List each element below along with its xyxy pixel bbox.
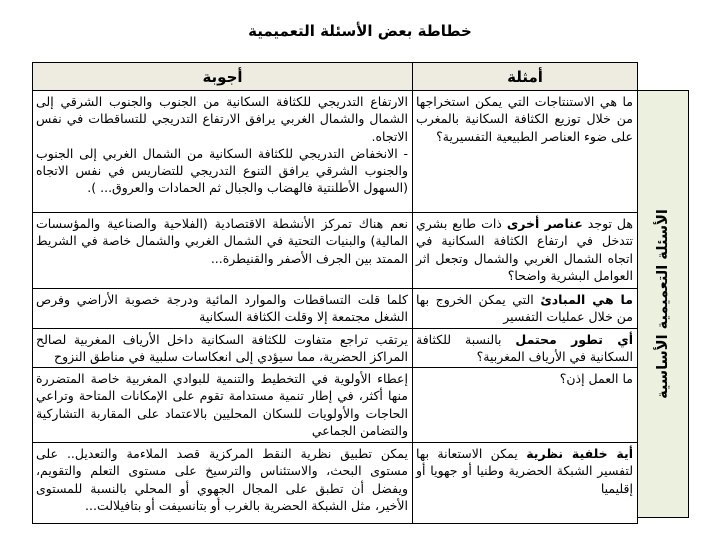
example-text: أية خلفية نظرية يمكن الاستعانة بها لتفسير الشبكة الحضرية وطنيا أو جهويا أو إقليميا bbox=[416, 446, 633, 496]
questions-table bbox=[32, 62, 689, 524]
answer-paragraph: إعطاء الأولوية في التخطيط والتنمية للبوادي المغربية خاصة المتضررة منها أكثر، في إطار تنمية مستدامة تقوم على الإمكانات المتاحة وتراعي الحاجات والأولويات للسكان المحليين بالاعتماد على المقاربة التشاركية والتضامن الجماعي bbox=[36, 371, 408, 438]
answer-cell bbox=[33, 443, 413, 524]
answer-cell bbox=[33, 368, 413, 443]
table-row bbox=[33, 329, 638, 369]
table-row bbox=[33, 368, 638, 443]
answer-paragraph: يمكن تطبيق نظرية النقط المركزية قصد الملاءمة والتعديل.. على مستوى البحث، والاستئناس والترسيخ على مستوى التعلم والتقويم، ويفضل أن تطبق على المجال الجهوي أو المحلي بالنسبة للمستوى الأخير، مثل الشبكة الحضرية بالغرب أو بتانسيفت أو بتافيلالت... bbox=[36, 446, 408, 513]
examples-header-cell: أمثلة bbox=[413, 63, 638, 91]
sidebar-cell bbox=[638, 90, 689, 518]
answer-paragraph: نعم هناك تمركز الأنشطة الاقتصادية (الفلاحية والصناعية والمؤسسات المالية) والبنيات التحتية في الشمال الغربي والشمال خاصة في الشريط الممتد بين الجرف الأصفر والقنيطرة... bbox=[36, 216, 408, 266]
answer-paragraph: الارتفاع التدريجي للكثافة السكانية من الجنوب والجنوب الشرقي إلى الشمال والشمال الغربي يرافق الارتفاع التدريجي للتساقطات في نفس الاتجاه. bbox=[36, 94, 408, 144]
table-row bbox=[33, 213, 638, 289]
sidebar-label: الأسئلة التعميمية الأساسية bbox=[655, 209, 672, 399]
table-row bbox=[33, 91, 638, 213]
example-text: ما هي الاستنتاجات التي يمكن استخراجها من خلال توزيع الكثافة السكانية بالمغرب على ضوء العناصر الطبيعية التفسيرية؟ bbox=[416, 94, 633, 144]
example-text: ما العمل إذن؟ bbox=[559, 371, 633, 386]
example-cell bbox=[413, 91, 638, 213]
example-cell bbox=[413, 289, 638, 329]
answers-header-cell: أجوبة bbox=[33, 63, 413, 91]
example-cell bbox=[413, 443, 638, 524]
table-main bbox=[32, 62, 638, 524]
example-cell bbox=[413, 368, 638, 443]
answer-paragraph: كلما قلت التساقطات والموارد المائية ودرجة خصوبة الأراضي وفرص الشغل مجتمعة إلا وقلت الكثافة السكانية bbox=[36, 292, 408, 325]
example-text: أي تطور محتمل بالنسبة للكثافة السكانية في الأرياف المغربية؟ bbox=[416, 331, 633, 364]
answer-cell bbox=[33, 329, 413, 369]
table-row bbox=[33, 443, 638, 524]
example-text: هل توجد عناصر أخرى ذات طابع بشري تتدخل في ارتفاع الكثافة السكانية في اتجاه الشمال الغربي والشمال وتجعل اثر العوامل البشرية واضحا؟ bbox=[416, 216, 633, 283]
example-cell bbox=[413, 329, 638, 369]
answer-paragraph: - الانخفاض التدريجي للكثافة السكانية من الشمال الغربي إلى الجنوب والجنوب الشرقي يرافق التنوع التدريجي للتضاريس في نفس الاتجاه (السهول الأطلنتية فالهضاب والجبال ثم الحمادات والعروق... ). bbox=[36, 145, 408, 196]
answer-cell bbox=[33, 213, 413, 289]
answer-paragraph: يرتقب تراجع متفاوت للكثافة السكانية داخل الأرياف المغربية لصالح المراكز الحضرية، مما سيؤدي إلى انعكاسات سلبية في مناطق النزوح bbox=[36, 331, 408, 364]
page-title: خطاطة بعض الأسئلة التعميمية bbox=[248, 22, 472, 40]
example-cell bbox=[413, 213, 638, 289]
table-row bbox=[33, 289, 638, 329]
example-text: ما هي المبادئ التي يمكن الخروج بها من خلال عمليات التفسير bbox=[416, 292, 633, 325]
answer-cell bbox=[33, 289, 413, 329]
table-header-row bbox=[33, 63, 638, 91]
answer-cell bbox=[33, 91, 413, 213]
